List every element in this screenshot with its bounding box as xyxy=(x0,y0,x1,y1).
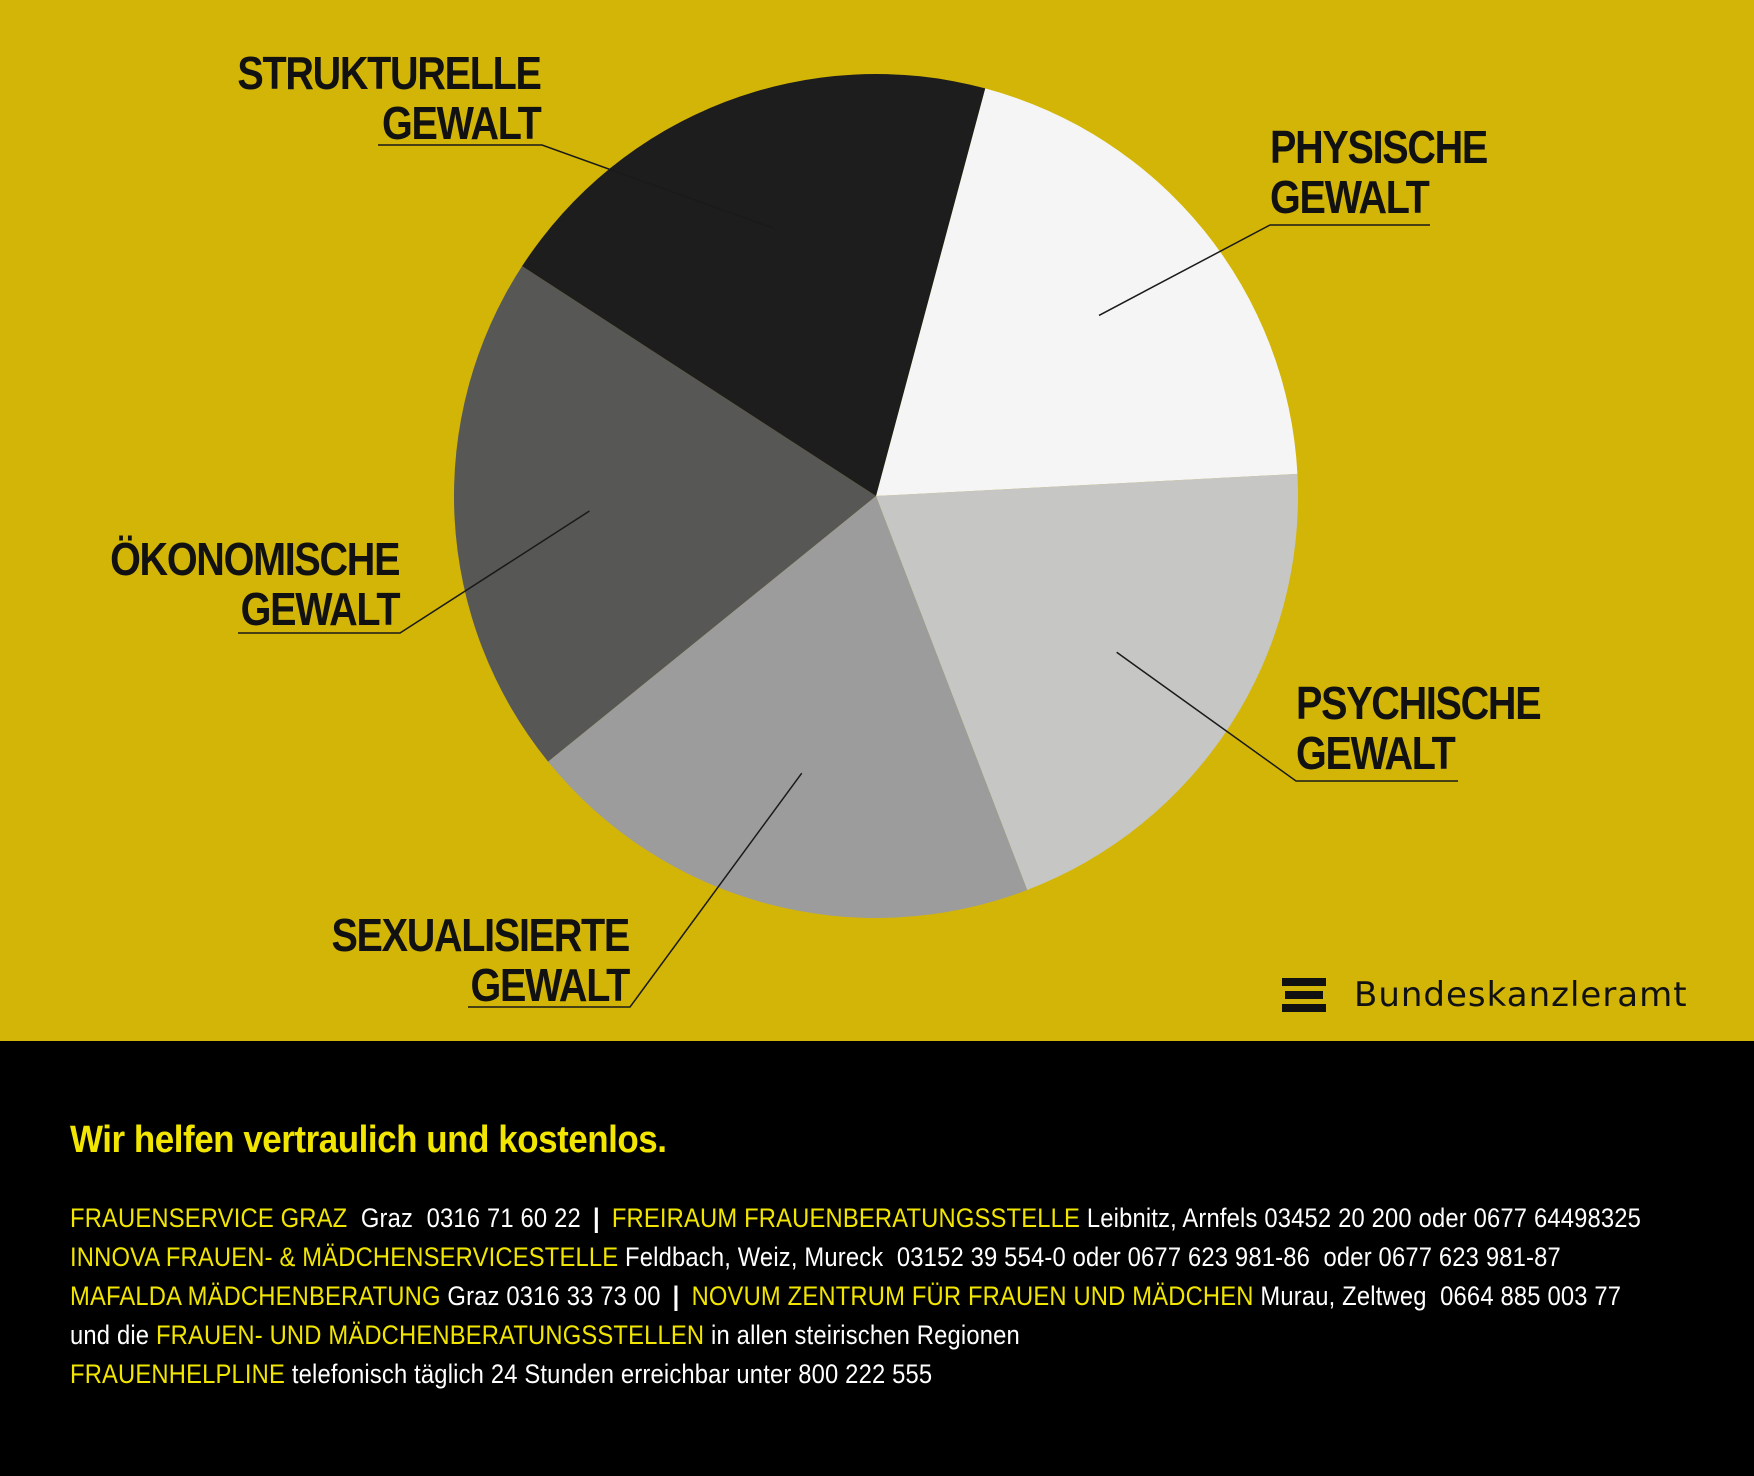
contact-line xyxy=(70,1238,1561,1277)
contact-details: Leibnitz, Arnfels 03452 20 200 oder 0677 64498325 xyxy=(1080,1203,1642,1233)
contact-details: Graz 0316 33 73 00 xyxy=(440,1281,668,1311)
organization-name: FRAUENHELPLINE xyxy=(70,1359,286,1389)
label-psychische: PSYCHISCHE GEWALT xyxy=(1296,677,1541,779)
separator: | xyxy=(592,1203,600,1233)
footer xyxy=(0,1041,1754,1476)
contact-line xyxy=(70,1355,1531,1394)
organization-name: INNOVA FRAUEN- & MÄDCHENSERVICESTELLE xyxy=(70,1242,619,1272)
brand-logo xyxy=(1282,972,1702,1020)
contact-line xyxy=(70,1199,1642,1238)
contact-details: Feldbach, Weiz, Mureck 03152 39 554-0 oder 0677 623 981-86 oder 0677 623 981-87 xyxy=(618,1242,1561,1272)
organization-name: NOVUM ZENTRUM FÜR FRAUEN UND MÄDCHEN xyxy=(684,1281,1254,1311)
separator: | xyxy=(672,1281,680,1311)
organization-name: FRAUEN- UND MÄDCHENBERATUNGSSTELLEN xyxy=(155,1320,705,1350)
contact-line xyxy=(70,1277,1622,1316)
label-strukturelle: STRUKTURELLE GEWALT xyxy=(237,47,541,149)
contact-details: Graz 0316 71 60 22 xyxy=(347,1203,588,1233)
austrian-eagle-logo-icon xyxy=(1282,978,1326,1012)
contact-list xyxy=(70,1199,1730,1394)
contact-details: Murau, Zeltweg 0664 885 003 77 xyxy=(1253,1281,1622,1311)
brand-name: Bundeskanzleramt xyxy=(1354,975,1688,1015)
contact-details: in allen steirischen Regionen xyxy=(704,1320,1020,1350)
contact-details: und die xyxy=(70,1320,156,1350)
organization-name: FREIRAUM FRAUENBERATUNGSSTELLE xyxy=(605,1203,1081,1233)
organization-name: FRAUENSERVICE GRAZ xyxy=(70,1203,348,1233)
organization-name: MAFALDA MÄDCHENBERATUNG xyxy=(70,1281,441,1311)
label-oekonomische: ÖKONOMISCHE GEWALT xyxy=(109,533,399,635)
contact-line xyxy=(70,1316,1531,1355)
contact-details: telefonisch täglich 24 Stunden erreichbar unter 800 222 555 xyxy=(285,1359,933,1389)
footer-headline: Wir helfen vertraulich und kostenlos. xyxy=(70,1119,667,1161)
label-sexualisierte: SEXUALISIERTE GEWALT xyxy=(331,909,629,1011)
label-physische: PHYSISCHE GEWALT xyxy=(1270,121,1488,223)
